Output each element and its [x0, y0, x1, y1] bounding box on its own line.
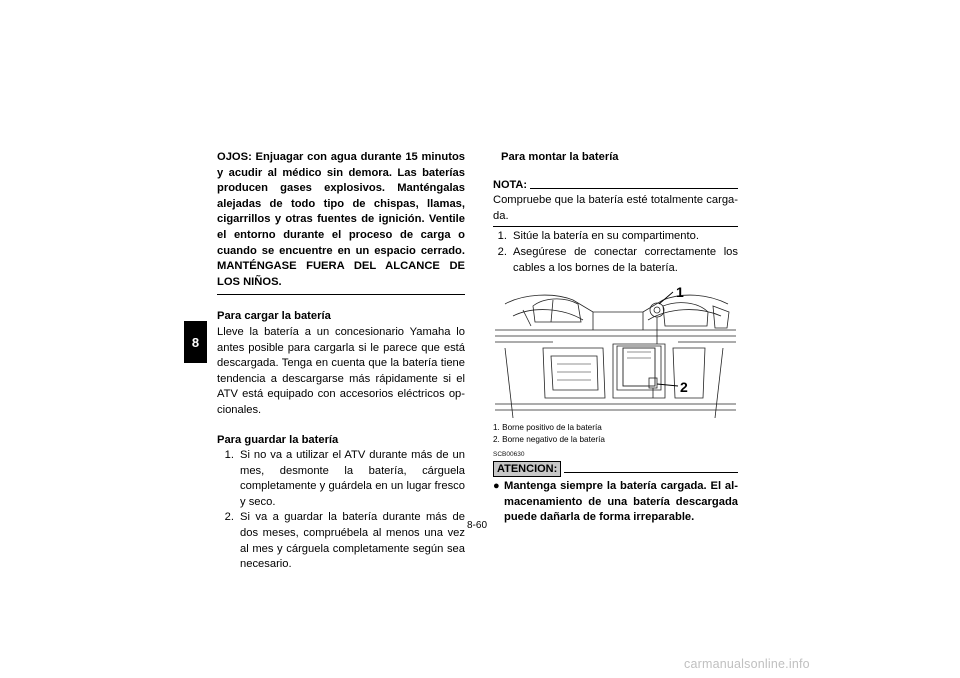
store-list [217, 448, 465, 573]
spacer [217, 419, 465, 433]
list-number: 2. [497, 245, 507, 258]
chapter-tab [184, 321, 207, 363]
list-item [493, 229, 738, 245]
battery-figure [493, 286, 738, 420]
attention-rule [564, 472, 738, 473]
chapter-tab-number: 8 [191, 334, 200, 350]
bullet-icon: ● [493, 480, 500, 493]
note-end-rule [493, 226, 738, 227]
list-text: Sitúe la batería en su compartimento. [513, 230, 699, 243]
left-column [217, 150, 465, 573]
charge-paragraph: Lleve la batería a un concesionario Yamaha lo antes posible para cargarla si le parece que está descargada. Tenga en cuenta que la batería tiene tendencia a descargarse más rápidamente si el ATV está equipado con accesorios eléctricos opcionales. [217, 325, 465, 416]
callout-2: 2 [680, 379, 688, 396]
list-number: 2. [224, 511, 234, 524]
caption-positive: 1. Borne positivo de la batería [493, 423, 602, 433]
figure-captions [493, 422, 738, 446]
watermark: carmanualsonline.info [684, 657, 810, 671]
spacer [217, 295, 465, 309]
attention-text: Mantenga siempre la batería cargada. El almacenamiento de una batería descargada puede dañarla de forma irreparable. [504, 480, 738, 524]
list-number: 1. [497, 230, 507, 243]
list-text: Si va a guardar la batería durante más de dos meses, compruébela al menos una vez al mes y cárguela completamente según sea necesario. [240, 511, 465, 571]
charge-heading: Para cargar la batería [217, 310, 331, 323]
battery-illustration [493, 286, 738, 420]
warning-text: OJOS: Enjuagar con agua durante 15 minutos y acudir al médico sin demora. Las baterías producen gases explosivos. Manténgalas alejadas de todo tipo de chispas, llamas, cigarrillos y otras fuentes de ignición. Ventile el entorno durante el proceso de carga o cuando se encuentre en un espacio cerrado. MANTÉNGASE FUERA DEL ALCANCE DE LOS NIÑOS. [217, 151, 465, 288]
list-item [217, 448, 465, 510]
note-label: NOTA: [493, 178, 528, 191]
mount-heading: Para montar la batería [501, 151, 619, 163]
list-text: Si no va a utilizar el ATV durante más de un mes, desmonte la batería, cárguela completamente y guárdela en un lugar fresco y seco. [240, 449, 465, 508]
callout-1: 1 [676, 286, 684, 301]
attention-header [493, 461, 738, 477]
list-text: Asegúrese de conectar correctamente los cables a los bornes de la batería. [513, 245, 738, 274]
right-column [493, 150, 738, 526]
reference-code: SCB00630 [493, 451, 525, 459]
note-rule [530, 188, 738, 189]
page-number: 8-60 [467, 520, 488, 531]
note-header [493, 178, 738, 194]
list-number: 1. [224, 449, 234, 462]
note-text: Compruebe que la batería esté totalmente cargada. [493, 194, 738, 222]
store-heading: Para guardar la batería [217, 433, 339, 446]
attention-label: ATENCION: [493, 461, 561, 477]
list-item [493, 245, 738, 276]
list-item [217, 510, 465, 572]
attention-item [493, 479, 738, 526]
mount-list [493, 229, 738, 276]
caption-negative: 2. Borne negativo de la batería [493, 435, 605, 445]
